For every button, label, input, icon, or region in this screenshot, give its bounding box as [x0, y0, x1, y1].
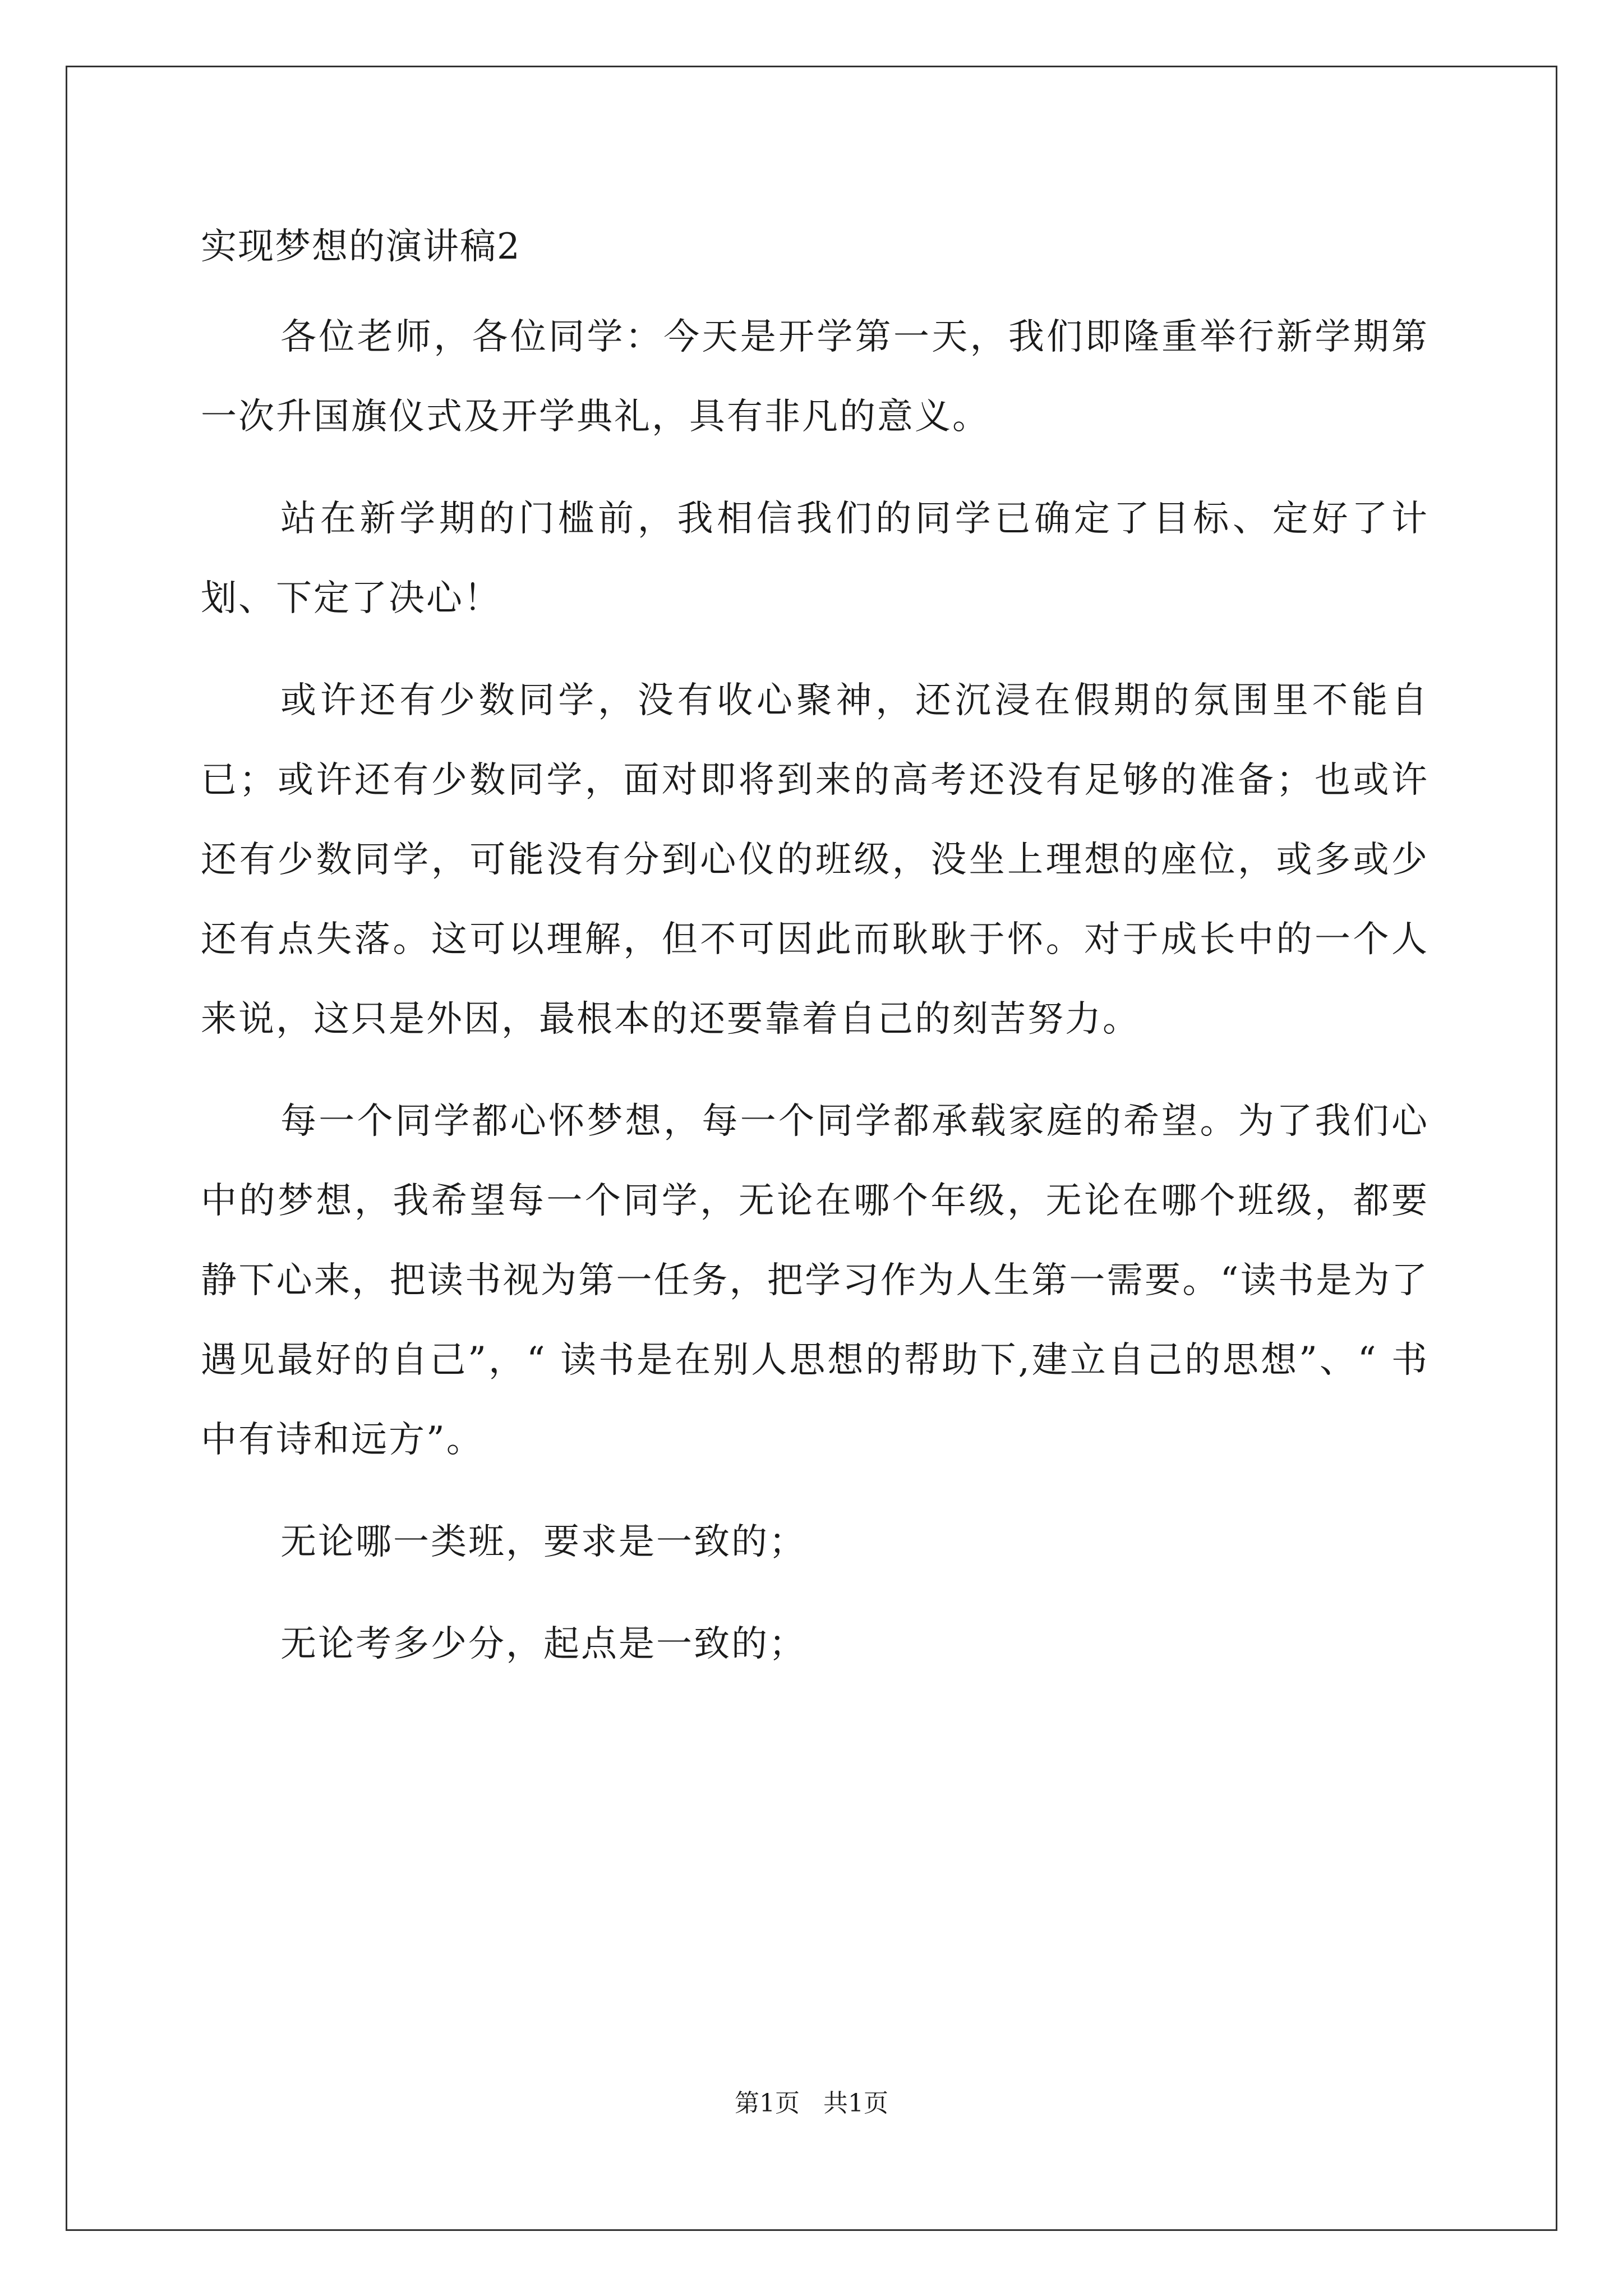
document-title: 实现梦想的演讲稿2 — [201, 226, 521, 268]
paragraph-class-requirement: 无论哪一类班，要求是一致的； — [280, 1521, 806, 1563]
paragraph-score-start: 无论考多少分，起点是一致的； — [280, 1623, 806, 1665]
page-total: 共1页 — [823, 2089, 888, 2118]
paragraph-dreams: 每一个同学都心怀梦想，每一个同学都承载家庭的希望。为了我们心中的梦想，我希望每一个同学，无论在哪个年级，无论在哪个班级，都要静下心来，把读书视为第一任务，把学习作为人生第一需要。“读书是为了遇见最好的自己”，“ 读书是在别人思想的帮助下,建立自己的思想”、“ 书中有诗和远方”。 — [201, 1101, 1429, 1461]
paragraph-some-students: 或许还有少数同学，没有收心聚神，还沉浸在假期的氛围里不能自已；或许还有少数同学，面对即将到来的高考还没有足够的准备；也或许还有少数同学，可能没有分到心仪的班级，没坐上理想的座位，或多或少还有点失落。这可以理解，但不可因此而耿耿于怀。对于成长中的一个人来说，这只是外因，最根本的还要靠着自己的刻苦努力。 — [201, 680, 1429, 1040]
page-footer — [0, 2087, 1623, 2120]
page-number: 第1页 — [735, 2089, 800, 2118]
paragraph-goals: 站在新学期的门槛前，我相信我们的同学已确定了目标、定好了计划、下定了决心！ — [201, 498, 1429, 619]
document-body — [201, 213, 1429, 1706]
paragraph-greeting: 各位老师，各位同学：今天是开学第一天，我们即隆重举行新学期第一次升国旗仪式及开学典礼，具有非凡的意义。 — [201, 316, 1429, 438]
